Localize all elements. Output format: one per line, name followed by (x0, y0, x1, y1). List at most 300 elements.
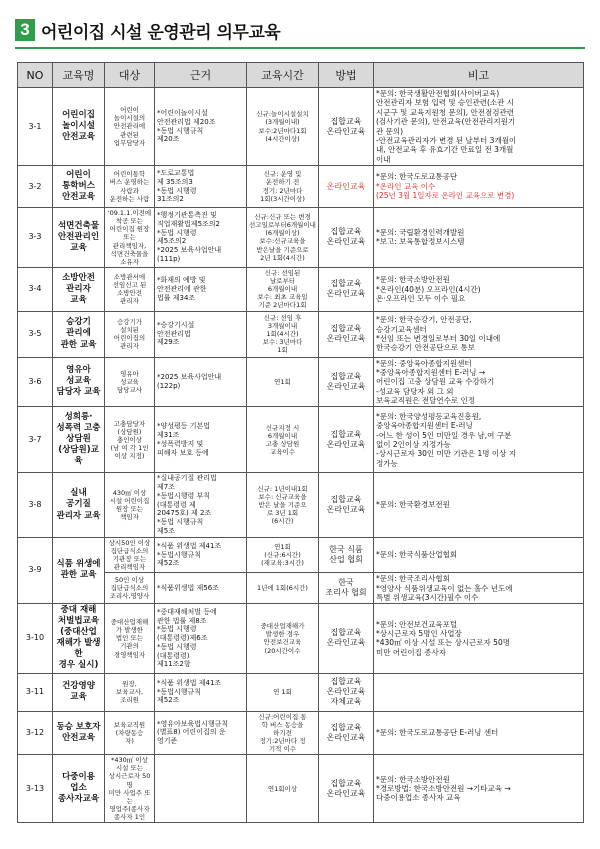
note-cell (374, 267, 584, 311)
basis-cell-line: 제52조 (157, 559, 180, 568)
method-cell (319, 407, 374, 473)
target-cell (105, 166, 155, 208)
method-cell-line: 온라인교육 (326, 334, 366, 343)
note-cell-line: *선임 또는 변경일로부터 30일 이내에 (376, 334, 501, 343)
basis-cell-line: 제29조 (157, 338, 180, 347)
target-cell-line: 관리책임자 (113, 563, 146, 571)
basis-cell-line: 안전관리법 제20조 (157, 117, 216, 126)
time-cell-line: 교육이수 (269, 448, 296, 456)
note-cell-line: 안전관리자 보험 입력 및 승인관련(소관 시 (376, 98, 515, 108)
basis-cell-line: *식품 위생법 제41조 (157, 678, 222, 687)
target-cell-line: 영유아 (120, 369, 139, 378)
time-cell-line: 안전보건교육 (263, 638, 302, 647)
method-cell (319, 755, 374, 823)
education-name-line: 어린이 (66, 169, 91, 180)
basis-cell (155, 166, 247, 208)
time-cell-line: 6개월이내 (267, 431, 298, 440)
target-cell-line: 석면건축물을 (110, 249, 149, 258)
time-cell-line: (6시간) (271, 517, 294, 526)
time-cell-line: 보수: 신규교육을 (258, 492, 307, 501)
basis-cell (155, 473, 247, 537)
target-cell (105, 88, 155, 166)
target-cell-line: 보육교직원 (113, 720, 146, 729)
time-cell-line: 1년에 1회(6시간) (257, 584, 308, 593)
note-cell (374, 166, 584, 208)
basis-cell-line: 관한 법률 제8조 (157, 616, 207, 625)
basis-cell-line: *동법시행규칙 (157, 550, 202, 559)
note-cell-line: -어느 한 성이 5인 미만일 경우 남,여 구분 (376, 430, 512, 440)
target-cell-line: 50인 이상 (114, 576, 145, 584)
note-cell-line: 미만 어린이집 종사자 (376, 647, 446, 657)
education-name-line: 교육 (70, 242, 87, 253)
time-cell-line: 연1회 (274, 377, 291, 386)
education-name-line: 중대 재해 (60, 605, 97, 616)
basis-cell (155, 311, 247, 357)
note-cell-line: *문의: 한국양성평등교육진흥원, (376, 411, 482, 421)
method-cell-line: 집합교육 (330, 677, 362, 687)
target-cell-line: 어린이 (120, 106, 139, 115)
basis-cell-line: 안전관리법 (157, 329, 191, 338)
education-name-line: 실내 (70, 488, 87, 499)
time-cell-line: 기적 이수 (268, 745, 297, 754)
note-cell-line: (검사기관 문의), 안전교육(안전관리지원기 (376, 117, 516, 127)
table-row (18, 711, 584, 755)
target-cell-line: 관리자 (120, 297, 139, 306)
target-cell-line: 법인 또는 (115, 634, 144, 643)
basis-cell-line: *영유아보육법시행규칙 (157, 719, 229, 728)
target-cell-line: 어린이집의 (113, 334, 146, 342)
time-cell-line: 연 1회 (273, 687, 292, 696)
target-cell-line: 원장, (122, 679, 137, 688)
table-row (18, 208, 584, 268)
target-cell-line: 중대산업재해 (110, 618, 149, 627)
time-cell (247, 357, 319, 407)
basis-cell-line: *실내공기질 관리법 (157, 474, 217, 483)
target-cell (105, 711, 155, 755)
target-cell-line: 시설 또는 (115, 764, 144, 773)
table-row (18, 755, 584, 823)
education-name-line: 처벌법교육 (57, 616, 100, 627)
method-cell-line: 집합교육 (330, 279, 362, 289)
table-row (18, 267, 584, 311)
time-cell (247, 407, 319, 473)
row-number: 3-4 (18, 267, 53, 311)
education-name (53, 711, 105, 755)
time-cell-line: 신규: 선임된 (264, 268, 301, 277)
target-cell-line: 이상 지정) (114, 452, 145, 461)
note-cell-line: *문의: 한국식품산업협회 (376, 550, 458, 560)
education-name-line: 석면건축물 (57, 220, 100, 231)
time-cell-line: 신규: 운영 및 (263, 170, 302, 179)
time-cell-line: 1회(3시간이상) (260, 194, 305, 203)
education-name-line: 승강기 (66, 317, 91, 328)
target-cell-line: 상시근로자 50명 (108, 772, 151, 789)
time-cell-line: 발생한 경우 (265, 630, 300, 639)
education-name-line: 놀이시설 (62, 120, 95, 131)
note-cell-line: *문의: 중앙육아종합지원센터 (376, 358, 472, 368)
method-cell (319, 311, 374, 357)
note-cell-line: *온라인 교육 이수 (376, 181, 436, 191)
table-body (18, 88, 584, 823)
row-number: 3-3 (18, 208, 53, 268)
target-cell-line: 책임자 (120, 513, 139, 522)
method-cell (319, 166, 374, 208)
education-name-line: (상담원)교육 (58, 445, 99, 467)
target-cell (105, 473, 155, 537)
note-cell-line: -상시근로자 30인 미만 기관은 1명 이상 지 (376, 449, 516, 459)
time-cell-line: 날로부터 (269, 277, 296, 285)
note-cell-line: 이내 (376, 154, 391, 164)
table-row (18, 88, 584, 166)
education-name-line: 통학버스 (62, 180, 95, 191)
row-number: 3-2 (18, 166, 53, 208)
time-cell (247, 208, 319, 268)
education-name-line: 안전교육 (62, 732, 95, 743)
note-cell-line: -성교육 담당자 외 그 외 (376, 386, 454, 396)
basis-cell (155, 357, 247, 407)
target-cell-line: 또는 (123, 233, 136, 242)
time-cell (247, 267, 319, 311)
target-cell-line: 시설 어린이집 (109, 496, 150, 505)
row-number: 3-13 (18, 755, 53, 823)
target-cell-line: 어린이통학 (113, 170, 146, 179)
basis-cell-line: 직업재활법제5조의2 (157, 219, 221, 228)
target-cell (105, 208, 155, 268)
note-cell-line: *문의: 한국조리사협회 (376, 574, 450, 584)
basis-cell-line: *동법시행규칙 (157, 687, 202, 696)
header-target: 대상 (105, 63, 155, 88)
target-cell (105, 673, 155, 711)
time-cell-line: 연1회 (274, 542, 291, 551)
target-cell-line: 430㎡ 이상 (112, 488, 147, 497)
education-name-line: 공기질 (66, 499, 91, 510)
header-name: 교육명 (53, 63, 105, 88)
note-cell-line: 내, 안전교육 후 유효기간 만료일 전 3개월 (376, 145, 514, 155)
target-cell-line: 업무담당자 (113, 138, 146, 147)
target-cell-line: 설치된 (120, 325, 139, 334)
time-cell-line: 정기: 2년마다 (262, 186, 303, 195)
time-cell-line: 2년 1회(4시간) (260, 253, 305, 262)
education-name-line: 안전교육 (62, 192, 95, 203)
basis-cell-line: 제20조 (157, 135, 180, 144)
method-cell-line: 집합교육 (330, 628, 362, 638)
basis-cell-line: *동법 시행령 (157, 228, 197, 237)
note-cell-line: *중앙육아종합지원센터 E-러닝 → (376, 367, 486, 377)
basis-cell-line: *도로교통법 (157, 169, 195, 177)
method-cell-line: 집합교육 (330, 371, 362, 381)
method-cell-line: 집합교육 (330, 227, 362, 237)
row-number: 3-1 (18, 88, 53, 166)
table-row (18, 357, 584, 407)
time-cell-line: 보수:신규교육을 (259, 237, 306, 246)
target-cell-line: 성교육 (120, 377, 139, 386)
method-cell-line: 온라인교육 (326, 788, 366, 798)
method-cell-line: 온라인교육 (326, 289, 366, 299)
time-cell-line: (신규:6시간) (264, 550, 301, 559)
basis-cell (155, 604, 247, 673)
target-cell (105, 311, 155, 357)
time-cell (247, 573, 319, 604)
time-cell-line: 신규: 선임 후 (263, 313, 302, 322)
time-cell-line: 신규:신규 또는 변경 (254, 213, 311, 222)
basis-cell-line: *식품위생법 제56조 (157, 583, 219, 592)
time-cell (247, 537, 319, 573)
section-number: 3 (15, 19, 35, 41)
method-cell-line: 한국 (338, 578, 354, 588)
basis-cell-line: 피해자 보호 등에 (157, 448, 209, 457)
row-number: 3-5 (18, 311, 53, 357)
header-time: 교육시간 (247, 63, 319, 88)
section-heading (15, 17, 280, 43)
target-cell-line: 어린이집 원장 (109, 225, 150, 234)
target-cell-line: 놀이시설의 (113, 114, 146, 123)
target-cell-line: '09.1.1.이전에 (107, 209, 152, 217)
basis-cell-line: *동법 시행규칙 (157, 518, 204, 527)
time-cell-line: 받은 날을 기준으 (258, 500, 307, 509)
note-cell-line: 중앙육아종합지원센터 E-러닝 (376, 421, 473, 431)
note-cell (374, 573, 584, 604)
education-name-line: 관리에 (66, 328, 91, 339)
title-underline (15, 47, 585, 49)
time-cell-line: 연1회이상 (267, 784, 298, 793)
header-row (18, 63, 584, 88)
note-cell-line: *보고: 보육통합정보시스템 (376, 237, 465, 247)
note-cell-line: 어린이집 고충 상담원 교육 수강하기 (376, 377, 495, 387)
note-cell-line: 다중이용업소 종사자 교육 (376, 793, 461, 803)
note-cell-line: -안전교육관리자가 변경 된 날부터 3개월이 (376, 135, 517, 145)
method-cell-line: 집합교육 (330, 429, 362, 439)
target-cell-line: 안전관리에 (113, 122, 146, 131)
target-cell-line: 선임신고 된 (112, 281, 147, 290)
target-cell-line: 자) (125, 736, 134, 745)
education-table (17, 62, 584, 823)
note-cell-line: 특별 위생교육(3시간)필수 이수 (376, 592, 479, 602)
basis-cell-line: 제5조 (157, 526, 175, 535)
method-cell-line: 한국 식품 (329, 544, 363, 554)
time-cell-line: 신규: 1년이내1회 (257, 484, 308, 493)
time-cell-line: 보수: 3년마다 (262, 338, 303, 347)
basis-cell (155, 267, 247, 311)
note-cell (374, 88, 584, 166)
note-cell-line: *문의: 한국환경보전원 (376, 500, 450, 510)
target-cell-line: 상시50인 이상 (108, 538, 151, 547)
note-cell (374, 755, 584, 823)
basis-cell-line: *승강기시설 (157, 320, 195, 329)
education-name-line: 안전교육 (62, 132, 95, 143)
basis-cell-line: (대통령령 제 (157, 500, 196, 509)
basis-cell-line: *2025 보육사업안내 (157, 246, 222, 255)
time-cell-line: 신규지정 시 (265, 423, 300, 432)
time-cell-line: (20시간이수 (264, 646, 301, 655)
header-method: 방법 (319, 63, 374, 88)
target-cell-line: 조리사,영양사 (109, 592, 150, 601)
note-cell (374, 604, 584, 673)
method-cell-line: 온라인교육 (326, 126, 366, 136)
time-cell (247, 473, 319, 537)
education-name-line: 어린이집 (62, 109, 95, 120)
basis-cell-line: *식품 위생법 제41조 (157, 541, 222, 550)
target-cell-line: 소방안전 (116, 289, 143, 298)
method-cell-line: 온라인교육 (326, 381, 366, 391)
method-cell (319, 711, 374, 755)
target-cell-line: 사람과 (120, 186, 139, 195)
basis-cell-line: *동법 시행규칙 (157, 126, 204, 135)
note-cell-line: *문의: 한국생활안전협회(사이버교육) (376, 89, 500, 98)
note-cell-line: *문의: 한국소방안전원 (376, 275, 450, 285)
basis-cell-line: *행정기관통측진 및 (157, 211, 217, 220)
education-name-line: 관한 교육 (60, 570, 97, 581)
table-row (18, 604, 584, 673)
time-cell-line: 신규:놀이시설설치 (256, 110, 309, 119)
education-name-line: 관한 교육 (60, 339, 97, 350)
note-cell-line: 정가능 (376, 458, 398, 468)
table-row (18, 166, 584, 208)
note-cell-line: 온·오프라인 모두 이수 필요 (376, 293, 466, 303)
time-cell-line: (6개월이상) (265, 229, 300, 238)
education-name-line: 성교육 (66, 376, 91, 387)
time-cell-line: 학 버스 동승을 (261, 720, 304, 729)
time-cell (247, 673, 319, 711)
method-cell (319, 267, 374, 311)
time-cell-line: 선고일로부터6개월이내 (249, 221, 316, 230)
target-cell (105, 755, 155, 823)
time-cell (247, 755, 319, 823)
basis-cell-line: *양성평등 기본법 (157, 422, 211, 431)
basis-cell-line: *중대재해처벌 등에 (157, 607, 217, 616)
target-cell-line: 집단급식소의 (110, 584, 149, 593)
method-cell-line: 자체교육 (330, 697, 362, 707)
header-no: NO (18, 63, 53, 88)
note-cell-line: *온라인(40분) 오프라인(4시간) (376, 284, 481, 294)
target-cell-line: 기관장 또는 (112, 554, 147, 563)
basis-cell (155, 88, 247, 166)
time-cell-line: (4시간이상) (265, 134, 300, 143)
basis-cell-line: *동법 시행령 (157, 642, 197, 651)
header-basis: 근거 (155, 63, 247, 88)
target-cell-line: (남 여 각 1인 (110, 443, 149, 452)
note-cell (374, 357, 584, 407)
time-cell-line: (3개월이내) (265, 118, 300, 127)
row-number: 3-6 (18, 357, 53, 407)
section-title: 어린이집 시설 운영관리 의무교육 (41, 22, 281, 43)
target-cell-line: 가 발생한 (115, 626, 144, 635)
note-cell-line: (25년 3월 1일자로 온라인 교육으로 변경) (376, 191, 515, 201)
target-cell-line: 담당교사 (116, 386, 143, 394)
basis-cell-line: 영기준 (157, 737, 178, 746)
target-cell-line: 충인이상 (116, 435, 143, 444)
target-cell-line: 승강기가 (116, 317, 143, 326)
note-cell-line: *상시근로자 5명인 사업장 (376, 629, 462, 639)
target-cell-line: 소유자 (120, 257, 139, 266)
basis-cell-line: 제52조 (157, 696, 180, 705)
target-cell-line: 관리책임자, (112, 241, 147, 250)
target-cell-line: 소방관서에 (113, 272, 146, 281)
basis-cell (155, 711, 247, 755)
time-cell (247, 88, 319, 166)
target-cell-line: 고충담당자 (113, 419, 146, 428)
education-name (53, 537, 105, 604)
basis-cell-line: 31조의2 (157, 195, 184, 204)
note-cell-line: 관 문의) (376, 126, 404, 136)
basis-cell-line: 안전관리에 관한 (157, 284, 207, 293)
education-name-line: 업소 (70, 783, 87, 794)
time-cell (247, 166, 319, 208)
basis-cell-line: 제7조 (157, 483, 175, 492)
note-cell-line: 승강기교육센터 (376, 324, 427, 334)
target-cell (105, 267, 155, 311)
time-cell-line: 1회(4시간) (266, 329, 299, 338)
note-cell (374, 311, 584, 357)
row-number: 3-9 (18, 537, 53, 604)
education-name (53, 88, 105, 166)
time-cell (247, 711, 319, 755)
method-cell-line: 온라인교육 (326, 505, 366, 514)
method-cell-line: 집합교육 (330, 778, 362, 788)
education-name-line: 소방안전 (62, 272, 95, 283)
note-cell-line: *문의: 한국도로교통공단 E-러닝 센터 (376, 728, 499, 738)
education-name-line: 관리자 교육 (56, 510, 101, 521)
basis-cell-line: 제5조의2 (157, 237, 187, 246)
row-number: 3-8 (18, 473, 53, 537)
note-cell-line: *문의: 한국소방안전원 (376, 774, 450, 784)
time-cell-line: 보수: 최초 교육일 (257, 293, 308, 302)
method-cell-line: 집합교육 (330, 495, 362, 504)
time-cell (247, 604, 319, 673)
education-name (53, 755, 105, 823)
time-cell-line: 보수:2년마다1회 (258, 126, 307, 135)
basis-cell-line: *2025 보육사업안내 (157, 373, 222, 382)
education-name-line: 상담원 (66, 434, 91, 445)
time-cell-line: 받은날을 기준으로 (256, 245, 309, 254)
method-cell (319, 573, 374, 604)
target-cell-line: 관련된 (120, 130, 139, 139)
note-cell-line: *문의: 국립환경인력개발원 (376, 228, 465, 238)
education-name-line: 동승 보호자 (56, 721, 101, 732)
method-cell-line: 집합교육 (330, 116, 362, 126)
target-cell-line: 운전하는 사람 (109, 194, 150, 203)
target-cell-line: 관리자 (120, 342, 139, 351)
target-cell-line: *430㎡ 이상 (111, 756, 148, 765)
time-cell-line: 기준 2년마다1회 (258, 301, 307, 310)
note-cell-line: *영양사 식품위생교육이 없는 홀수 년도에 (376, 583, 513, 593)
target-cell (105, 537, 155, 573)
note-cell-line: *문의: 한국승강기, 안전공단, (376, 315, 472, 325)
education-name-line: 식품 위생에 (56, 559, 101, 570)
target-cell-line: 미만 사업주 또는 (108, 788, 151, 805)
basis-cell (155, 208, 247, 268)
basis-cell-line: *어린이놀이시설 (157, 109, 208, 117)
target-cell-line: 원장 또는 (115, 505, 144, 513)
method-cell-line: 온라인교육 (326, 638, 366, 648)
basis-cell-line: 20475호) 제 2조 (157, 509, 212, 518)
education-name (53, 357, 105, 407)
basis-cell-line: *동법시행령 부칙 (157, 491, 211, 500)
method-cell-line: 온라인교육 (326, 732, 366, 742)
basis-cell-line: *동법 시행령 (157, 186, 197, 195)
education-name-line: 성폭력 고충 (56, 423, 101, 434)
method-cell (319, 473, 374, 537)
education-name-line: 건강영양 (62, 680, 95, 691)
time-cell-line: 중대산업재해가 (260, 622, 305, 631)
basis-cell-line: 제11조2항 (157, 660, 191, 669)
target-cell-line: 보육교사, (115, 687, 144, 696)
target-cell (105, 604, 155, 673)
basis-cell-line: *동법 시행령 (157, 625, 197, 634)
education-name (53, 208, 105, 268)
target-cell (105, 573, 155, 604)
education-name (53, 473, 105, 537)
basis-cell-line: 제 35조의3 (157, 177, 193, 186)
